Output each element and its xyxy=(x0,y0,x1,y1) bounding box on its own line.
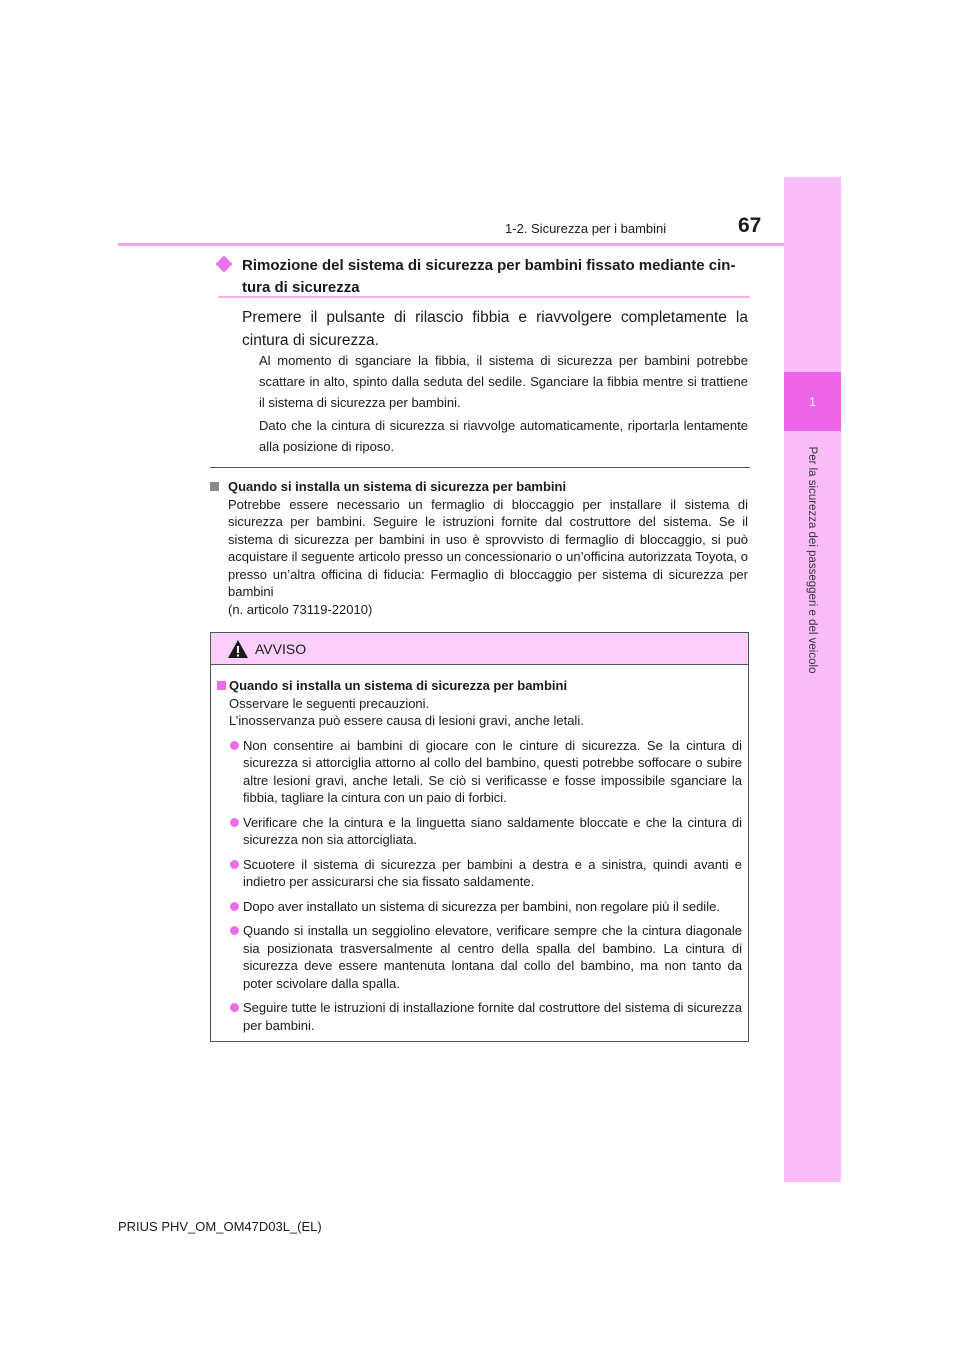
warning-bullet-text: Dopo aver installato un sistema di sicurezza per bambini, non regolare più il sedile. xyxy=(243,898,720,914)
square-bullet-icon xyxy=(217,681,226,690)
warning-intro-1: Osservare le seguenti precauzioni. xyxy=(229,695,430,711)
step-instruction: Premere il pulsante di rilascio fibbia e riavvolgere completamente la cintura di sicurezza. xyxy=(242,309,748,349)
warning-bullet-text: Verificare che la cintura e la linguetta siano saldamente bloccate e che la cintura di sicurezza non sia attorcigliata. xyxy=(243,814,742,847)
warning-bullet xyxy=(217,922,742,992)
warning-box xyxy=(210,632,749,1042)
info-heading xyxy=(210,478,748,496)
warning-bullet xyxy=(217,898,742,916)
chapter-tab[interactable] xyxy=(784,372,841,431)
subheading-line-2: tura di sicurezza xyxy=(242,279,360,296)
info-heading-text: Quando si installa un sistema di sicurezza per bambini xyxy=(228,479,567,494)
page-number: 67 xyxy=(738,214,762,237)
bullet-dot-icon xyxy=(230,741,239,750)
subheading-line-1: Rimozione del sistema di sicurezza per bambini fissato mediante cin- xyxy=(242,257,736,274)
bullet-dot-icon xyxy=(230,1003,239,1012)
info-part-number: (n. articolo 73119-22010) xyxy=(228,601,373,617)
bullet-dot-icon xyxy=(230,902,239,911)
section-divider xyxy=(210,467,750,468)
warning-content xyxy=(211,665,748,1034)
warning-bullet-text: Non consentire ai bambini di giocare con le cinture di sicurezza. Se la cintura di sicurezza si attorciglia attorno al collo del bambino, questi potrebbe soffocare o subire altre lesioni gravi, anche letali. Se ciò si verificasse e fosse impossibile sganciare la fibbia, tagliare la cintura con un paio di forbici. xyxy=(243,737,742,805)
bullet-dot-icon xyxy=(230,818,239,827)
footer-document-code: PRIUS PHV_OM_OM47D03L_(EL) xyxy=(118,1219,322,1234)
square-bullet-icon xyxy=(210,482,219,491)
warning-bullet xyxy=(217,814,742,849)
header-rule xyxy=(118,243,841,246)
warning-bullet-text: Scuotere il sistema di sicurezza per bambini a destra e a sinistra, quindi avanti e indietro per assicurarsi che sia fissato saldamente. xyxy=(243,856,742,889)
warning-bullet xyxy=(217,999,742,1034)
warning-bullet xyxy=(217,856,742,891)
warning-header xyxy=(211,633,748,665)
warning-title: AVVISO xyxy=(255,640,307,657)
bullet-dot-icon xyxy=(230,926,239,935)
info-body: Potrebbe essere necessario un fermaglio di bloccaggio per installare il sistema di sicurezza per bambini. Seguire le istruzioni fornite dal costruttore del sistema. Se il sistema di sicurezza per bambini in uso è sprovvisto di fermaglio di bloccaggio, si può acquistare il seguente articolo presso un concessionario o un’officina autorizzata Toyota, o presso un’altra officina di fiducia: Fermaglio di bloccaggio per sistema di sicurezza per bambini xyxy=(228,496,748,599)
note-1: Al momento di sganciare la fibbia, il sistema di sicurezza per bambini potrebbe scattare in alto, spinto dalla seduta del sedile. Sganciare la fibbia mentre si trattiene il sistema di sicurezza per bambini. xyxy=(259,353,748,410)
chapter-number: 1 xyxy=(809,394,816,409)
warning-intro-2: L’inosservanza può essere causa di lesioni gravi, anche letali. xyxy=(229,713,584,728)
note-2: Dato che la cintura di sicurezza si riavvolge automaticamente, riportarla lentamente alla posizione di riposo. xyxy=(259,418,748,454)
warning-triangle-icon xyxy=(227,639,249,659)
warning-bullet-text: Seguire tutte le istruzioni di installazione fornite dal costruttore del sistema di sicurezza per bambini. xyxy=(243,1000,742,1033)
subheading-rule xyxy=(218,296,750,298)
warning-heading xyxy=(217,677,742,695)
side-tab-strip xyxy=(784,177,841,1182)
info-block xyxy=(210,478,748,618)
bullet-dot-icon xyxy=(230,860,239,869)
warning-bullet-text: Quando si installa un seggiolino elevatore, verificare sempre che la cintura diagonale sia posizionata trasversalmente al centro della spalla del bambino. La cintura di sicurezza deve essere mantenuta lontana dal collo del bambino, ma non tanto da poter scivolare dalla spalla. xyxy=(243,923,742,991)
subheading xyxy=(218,255,748,299)
warning-heading-text: Quando si installa un sistema di sicurezza per bambini xyxy=(229,678,568,693)
section-title: 1-2. Sicurezza per i bambini xyxy=(505,221,667,236)
warning-bullet xyxy=(217,737,742,807)
side-tab-label: Per la sicurezza dei passeggeri e del veicolo xyxy=(806,446,818,674)
